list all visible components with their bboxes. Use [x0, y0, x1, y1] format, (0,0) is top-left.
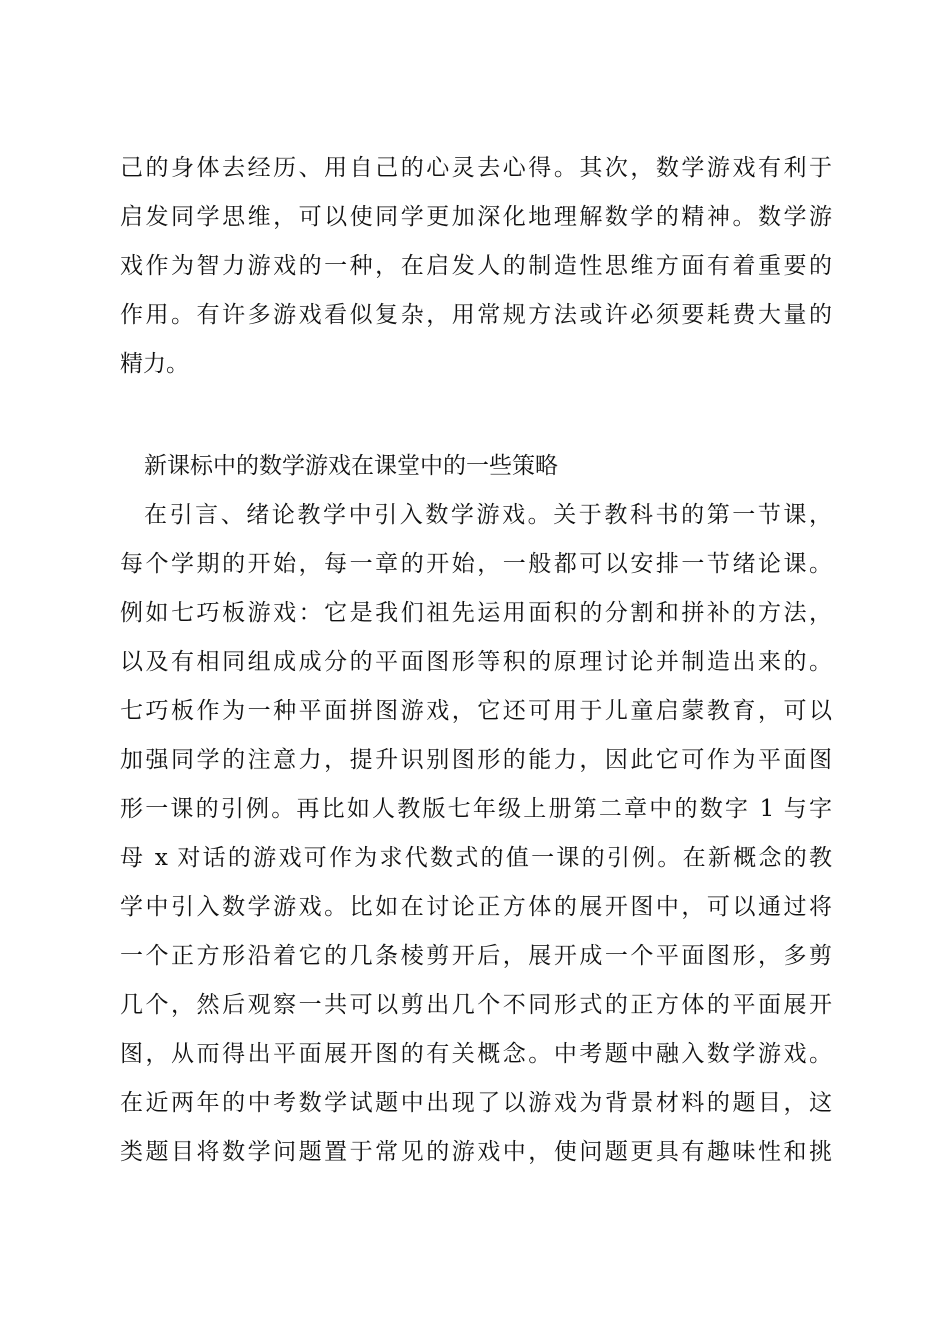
paragraph-line: 每个学期的开始，每一章的开始，一般都可以安排一节绪论课。: [120, 551, 832, 577]
paragraph-line: 母 x 对话的游戏可作为求代数式的值一课的引例。在新概念的教: [120, 845, 832, 871]
paragraph-line: 以及有相同组成成分的平面图形等积的原理讨论并制造出来的。: [120, 649, 832, 675]
paragraph-line: 戏作为智力游戏的一种，在启发人的制造性思维方面有着重要的: [120, 253, 832, 279]
paragraph-line: 己的身体去经历、用自己的心灵去心得。其次，数学游戏有利于: [120, 155, 832, 181]
paragraph-line: 形一课的引例。再比如人教版七年级上册第二章中的数字 1 与字: [120, 796, 832, 822]
paragraph-1: [120, 144, 832, 389]
paragraph-line: 在近两年的中考数学试题中出现了以游戏为背景材料的题目，这: [120, 1090, 832, 1116]
paragraph-line: 例如七巧板游戏：它是我们祖先运用面积的分割和拼补的方法，: [120, 600, 832, 626]
paragraph-line: 作用。有许多游戏看似复杂，用常规方法或许必须要耗费大量的: [120, 302, 832, 328]
paragraph-line: 七巧板作为一种平面拼图游戏，它还可用于儿童启蒙教育，可以: [120, 698, 832, 724]
paragraph-line: 加强同学的注意力，提升识别图形的能力，因此它可作为平面图: [120, 747, 832, 773]
paragraph-line: 几个，然后观察一共可以剪出几个不同形式的正方体的平面展开: [120, 992, 832, 1018]
paragraph-line: 学中引入数学游戏。比如在讨论正方体的展开图中，可以通过将: [120, 894, 832, 920]
paragraph-line: 类题目将数学问题置于常见的游戏中，使问题更具有趣味性和挑: [120, 1139, 832, 1165]
paragraph-line: 精力。: [120, 351, 189, 377]
section-strategies: [120, 442, 832, 1177]
paragraph-line: 启发同学思维，可以使同学更加深化地理解数学的精神。数学游: [120, 204, 832, 230]
paragraph-line: 图，从而得出平面展开图的有关概念。中考题中融入数学游戏。: [120, 1041, 832, 1067]
paragraph-line: 在引言、绪论教学中引入数学游戏。关于教科书的第一节课，: [144, 502, 832, 528]
paragraph-line: 一个正方形沿着它的几条棱剪开后，展开成一个平面图形，多剪: [120, 943, 832, 969]
section-heading: 新课标中的数学游戏在课堂中的一些策略: [144, 453, 558, 479]
